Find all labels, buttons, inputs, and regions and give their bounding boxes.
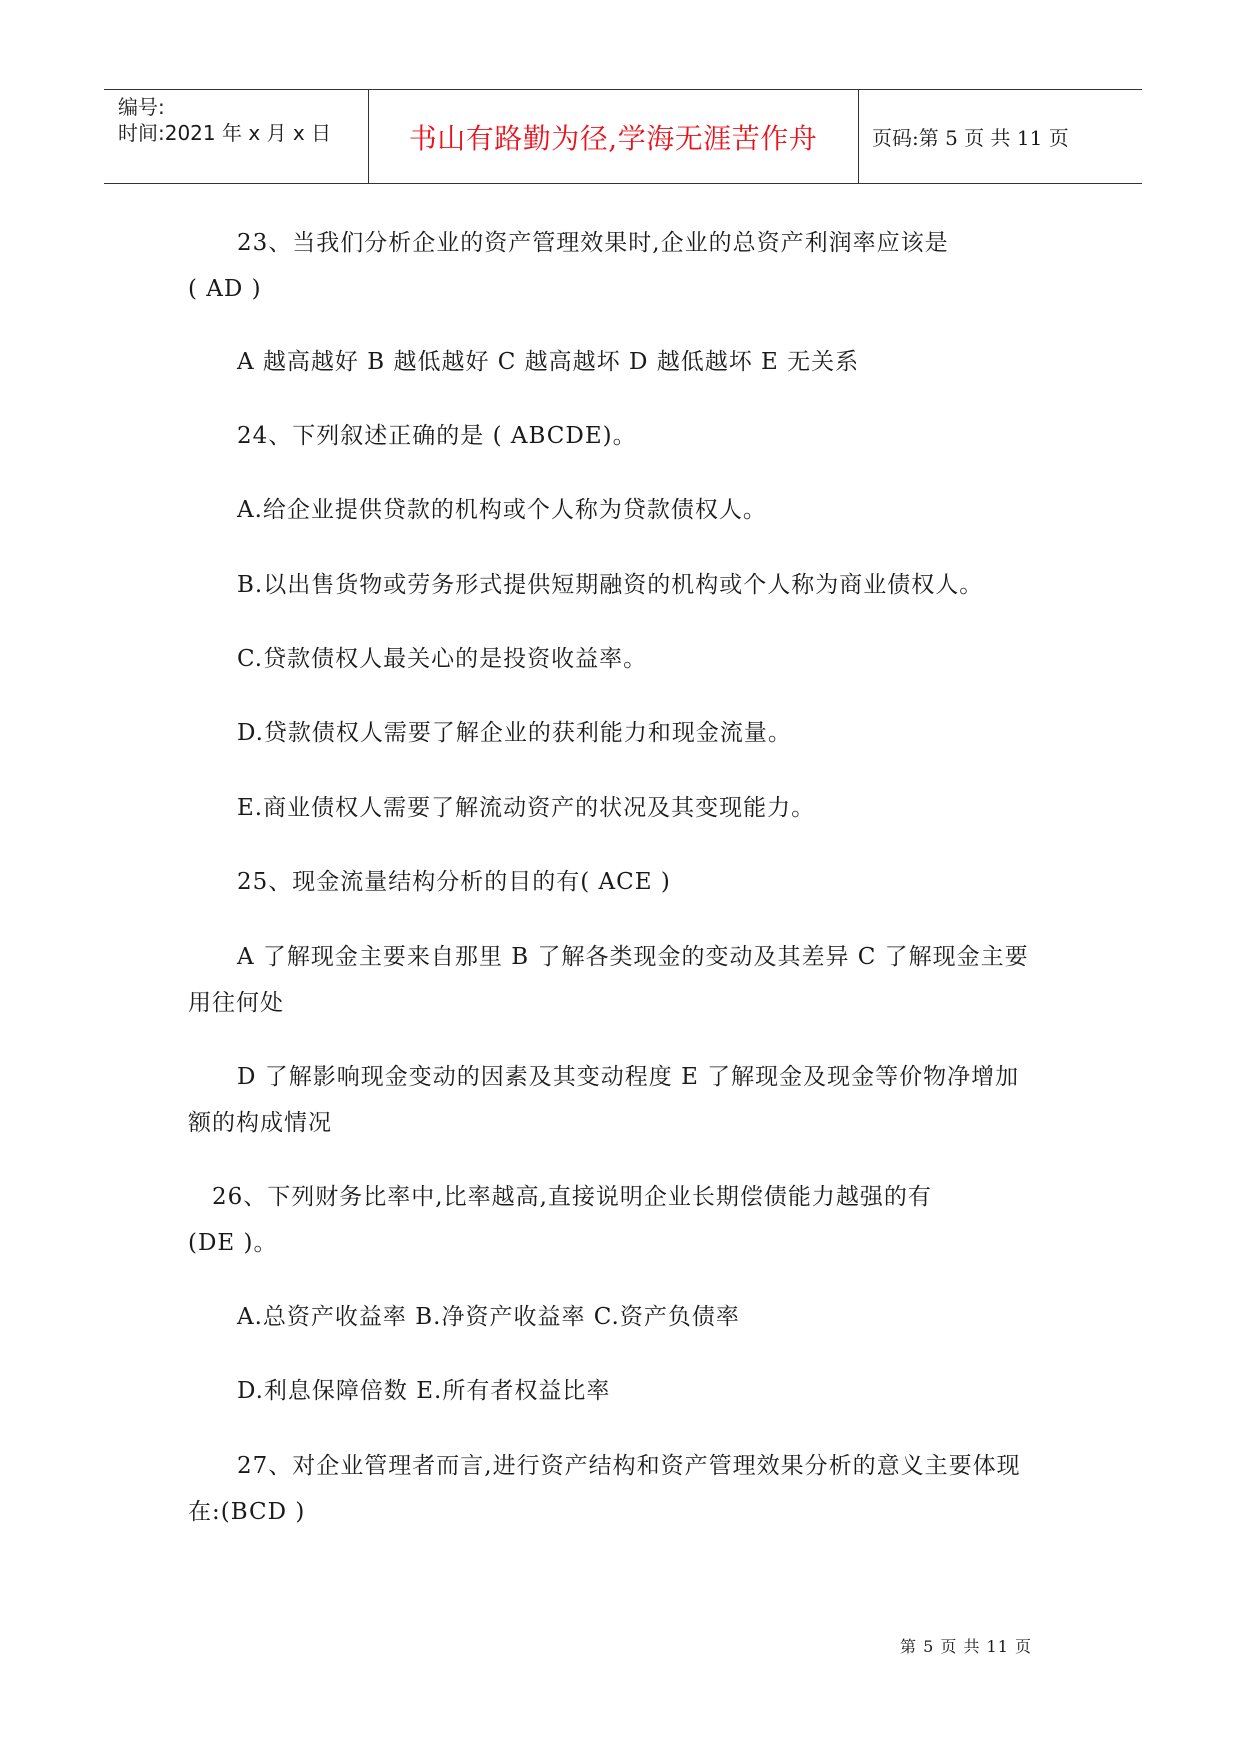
header-time-label: 时间:2021 年 x 月 x 日 bbox=[118, 121, 332, 145]
question-23-options: A 越高越好 B 越低越好 C 越高越坏 D 越低越坏 E 无关系 bbox=[237, 349, 860, 375]
question-24-option-d: D.贷款债权人需要了解企业的获利能力和现金流量。 bbox=[237, 720, 792, 746]
question-23-stem: 23、当我们分析企业的资产管理效果时,企业的总资产利润率应该是 bbox=[237, 230, 949, 256]
question-25-stem: 25、现金流量结构分析的目的有( ACE ) bbox=[237, 869, 671, 895]
question-24-option-b: B.以出售货物或劳务形式提供短期融资的机构或个人称为商业债权人。 bbox=[237, 572, 984, 598]
page-header bbox=[104, 89, 1142, 184]
header-meta bbox=[118, 90, 368, 183]
question-26-answer: (DE )。 bbox=[188, 1230, 278, 1256]
question-27-answer: 在:(BCD ) bbox=[188, 1499, 306, 1525]
page-footer: 第 5 页 共 11 页 bbox=[900, 1637, 1032, 1656]
question-26-stem: 26、下列财务比率中,比率越高,直接说明企业长期偿债能力越强的有 bbox=[212, 1184, 932, 1210]
question-24-option-e: E.商业债权人需要了解流动资产的状况及其变现能力。 bbox=[237, 795, 816, 821]
question-25-options-2-cont: 额的构成情况 bbox=[188, 1110, 332, 1136]
header-number-label: 编号: bbox=[118, 95, 165, 119]
question-23-answer: ( AD ) bbox=[188, 276, 262, 302]
question-25-options-2: D 了解影响现金变动的因素及其变动程度 E 了解现金及现金等价物净增加 bbox=[237, 1064, 1020, 1090]
question-25-options-1-cont: 用往何处 bbox=[188, 990, 284, 1016]
question-24-stem: 24、下列叙述正确的是 ( ABCDE)。 bbox=[237, 423, 637, 449]
header-page-label: 页码:第 5 页 共 11 页 bbox=[872, 126, 1069, 150]
header-motto: 书山有路勤为径,学海无涯苦作舟 bbox=[408, 121, 818, 155]
question-26-options-1: A.总资产收益率 B.净资产收益率 C.资产负债率 bbox=[237, 1304, 740, 1330]
question-24-option-a: A.给企业提供贷款的机构或个人称为贷款债权人。 bbox=[237, 497, 767, 523]
question-25-options-1: A 了解现金主要来自那里 B 了解各类现金的变动及其差异 C 了解现金主要 bbox=[237, 944, 1029, 970]
header-divider bbox=[858, 90, 859, 183]
question-26-options-2: D.利息保障倍数 E.所有者权益比率 bbox=[237, 1378, 611, 1404]
question-27-stem: 27、对企业管理者而言,进行资产结构和资产管理效果分析的意义主要体现 bbox=[237, 1453, 1021, 1479]
question-24-option-c: C.贷款债权人最关心的是投资收益率。 bbox=[237, 646, 648, 672]
